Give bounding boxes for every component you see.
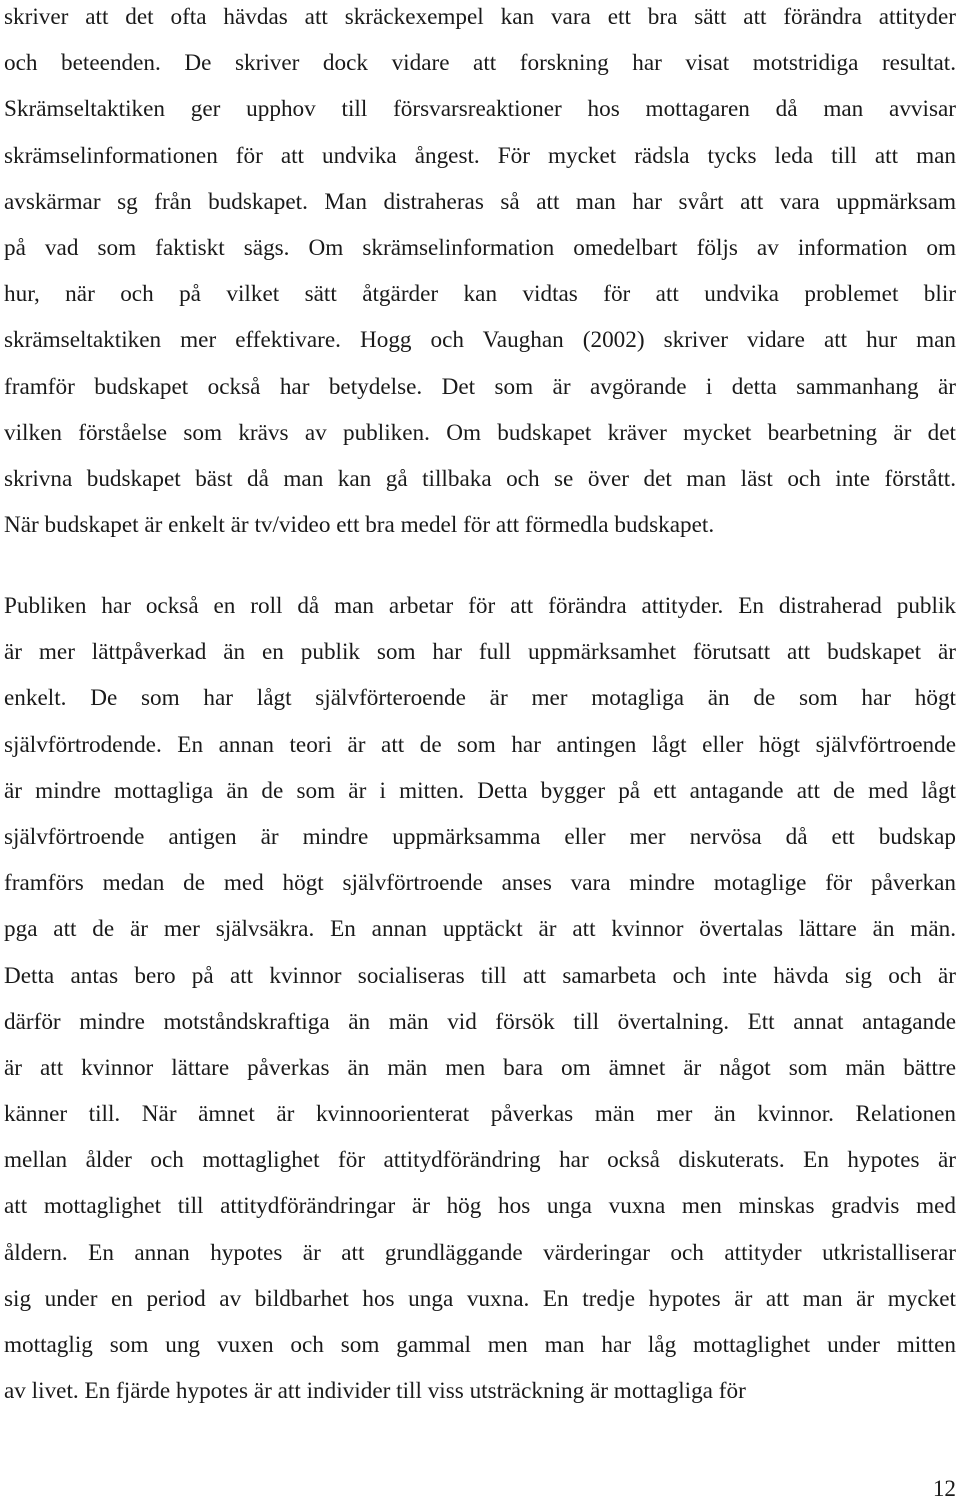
text-line: mellan ålder och mottaglighet för attitydförändring har också diskuterats. En hypotes är	[4, 1147, 956, 1174]
text-line: åldern. En annan hypotes är att grundläggande värderingar och attityder utkristalliserar	[4, 1239, 956, 1266]
text-line: att mottaglighet till attitydförändringar är hög hos unga vuxna men minskas gradvis med	[4, 1193, 956, 1220]
text-line: och beteenden. De skriver dock vidare att forskning har visat motstridiga resultat.	[4, 50, 956, 77]
text-line: självförtrodende. En annan teori är att de som har antingen lågt eller högt självförtroende	[4, 731, 956, 758]
text-line: vilken förståelse som krävs av publiken. Om budskapet kräver mycket bearbetning är det	[4, 419, 956, 446]
text-line: är mer lättpåverkad än en publik som har full uppmärksamhet förutsatt att budskapet är	[4, 639, 956, 666]
text-line: enkelt. De som har lågt självförteroende är mer motagliga än de som har högt	[4, 685, 956, 712]
text-line: avskärmar sg från budskapet. Man distraheras så att man har svårt att vara uppmärksam	[4, 188, 956, 215]
text-line: sig under en period av bildbarhet hos unga vuxna. En tredje hypotes är att man är mycket	[4, 1285, 956, 1312]
text-line: skriver att det ofta hävdas att skräckexempel kan vara ett bra sätt att förändra attityder	[4, 4, 956, 30]
paragraph-scare-tactics	[4, 0, 956, 548]
text-line: När budskapet är enkelt är tv/video ett bra medel för att förmedla budskapet.	[4, 512, 715, 539]
text-line: känner till. När ämnet är kvinnoorienterat påverkas män mer än kvinnor. Relationen	[4, 1101, 956, 1128]
page-number: 12	[932, 1476, 956, 1502]
text-line: skrämselinformationen för att undvika ångest. För mycket rädsla tycks leda till att man	[4, 142, 956, 169]
text-line: av livet. En fjärde hypotes är att individer till viss utsträckning är mottagliga för	[4, 1378, 746, 1405]
text-line: Publiken har också en roll då man arbetar för att förändra attityder. En distraherad publik	[4, 593, 956, 619]
text-line: framför budskapet också har betydelse. Det som är avgörande i detta sammanhang är	[4, 373, 956, 400]
text-line: är att kvinnor lättare påverkas än män men bara om ämnet är något som män bättre	[4, 1054, 956, 1081]
paragraph-audience-role	[4, 583, 956, 1414]
text-line: självförtroende antigen är mindre uppmärksamma eller mer nervösa då ett budskap	[4, 823, 956, 850]
text-line: framförs medan de med högt självförtroende anses vara mindre motaglige för påverkan	[4, 870, 956, 897]
text-line: mottaglig som ung vuxen och som gammal men man har låg mottaglighet under mitten	[4, 1332, 956, 1358]
text-line: på vad som faktiskt sägs. Om skrämselinformation omedelbart följs av information om	[4, 234, 956, 261]
text-line: Skrämseltaktiken ger upphov till försvarsreaktioner hos mottagaren då man avvisar	[4, 96, 956, 123]
text-line: därför mindre motståndskraftiga än män vid försök till övertalning. Ett annat antagande	[4, 1008, 956, 1035]
text-line: hur, när och på vilket sätt åtgärder kan vidtas för att undvika problemet blir	[4, 281, 956, 308]
text-line: Detta antas bero på att kvinnor socialiseras till att samarbeta och inte hävda sig och är	[4, 962, 956, 989]
text-line: är mindre mottagliga än de som är i mitten. Detta bygger på ett antagande att de med lågt	[4, 777, 956, 804]
text-line: skrivna budskapet bäst då man kan gå tillbaka och se över det man läst och inte förstått.	[4, 465, 956, 492]
text-line: skrämseltaktiken mer effektivare. Hogg och Vaughan (2002) skriver vidare att hur man	[4, 327, 956, 354]
text-line: pga att de är mer självsäkra. En annan upptäckt är att kvinnor övertalas lättare än män.	[4, 916, 956, 943]
